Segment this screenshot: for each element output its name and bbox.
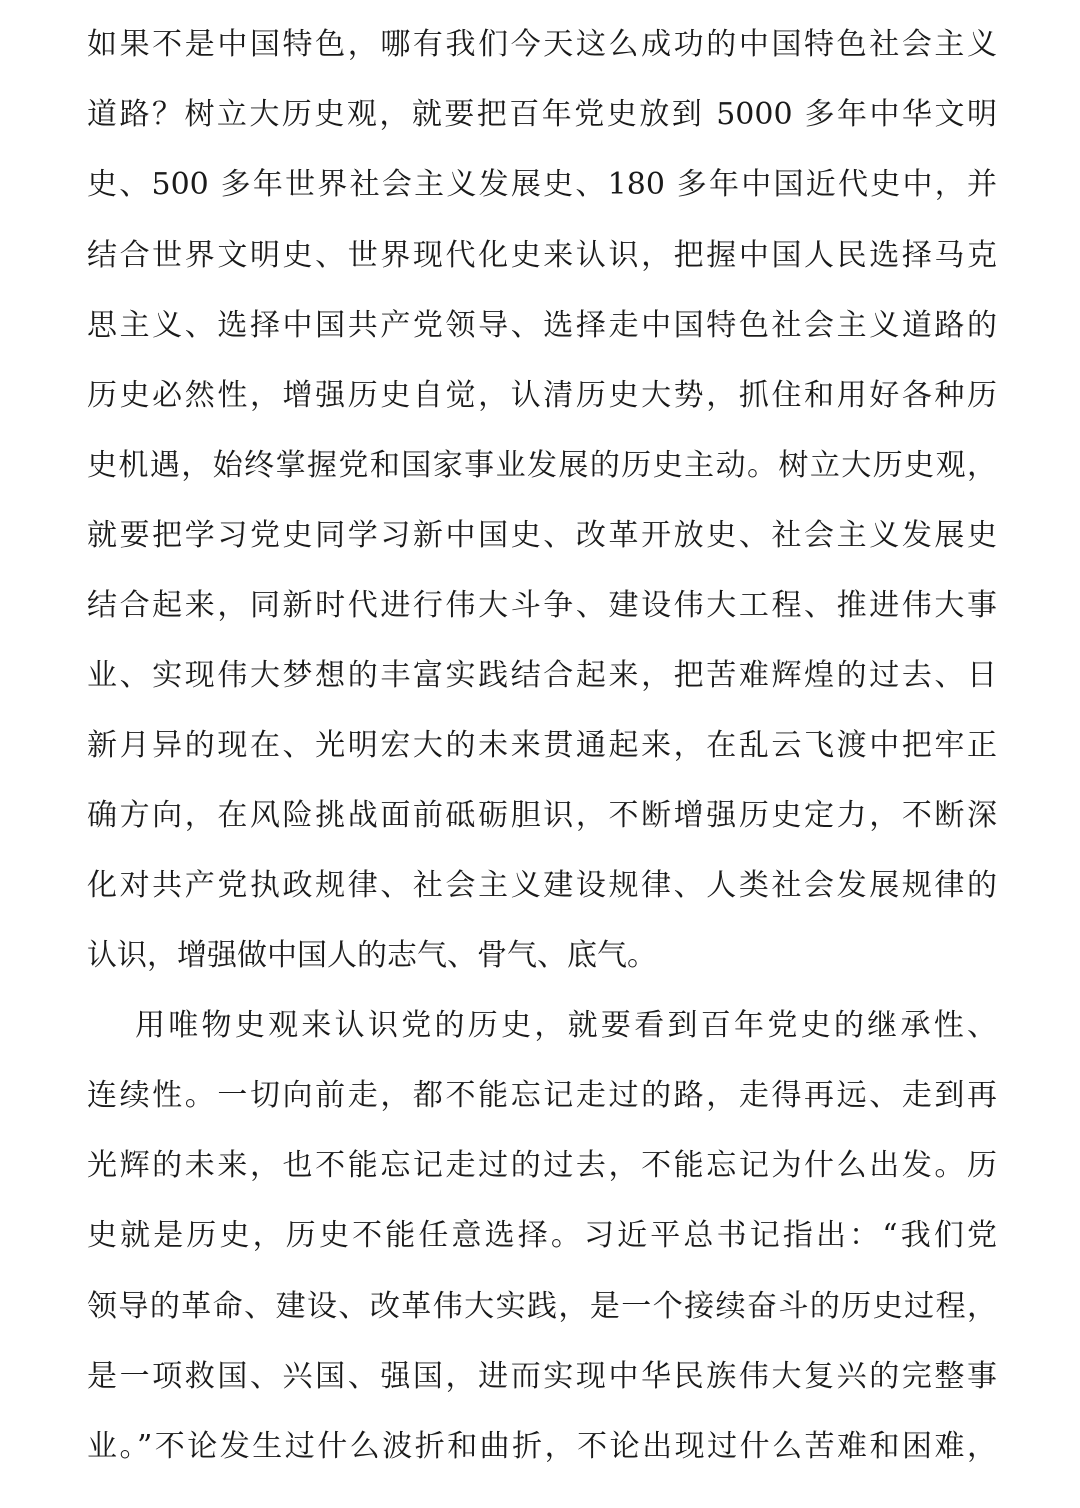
paragraph-2-line-3: 光辉的未来，也不能忘记走过的过去，不能忘记为什么出发。历 [87,1148,997,1183]
paragraph-1-line-1: 如果不是中国特色，哪有我们今天这么成功的中国特色社会主义 [87,27,997,62]
paragraph-1-line-9: 结合起来，同新时代进行伟大斗争、建设伟大工程、推进伟大事 [87,588,997,623]
paragraph-2-line-1: 用唯物史观来认识党的历史，就要看到百年党史的继承性、 [135,1008,997,1043]
paragraph-1-line-6: 历史必然性，增强历史自觉，认清历史大势，抓住和用好各种历 [87,378,997,413]
paragraph-1-line-13: 化对共产党执政规律、社会主义建设规律、人类社会发展规律的 [87,868,997,903]
paragraph-1-line-3: 史、500 多年世界社会主义发展史、180 多年中国近代史中，并 [87,167,997,202]
paragraph-1-line-14: 认识，增强做中国人的志气、骨气、底气。 [87,938,657,973]
paragraph-1-line-8: 就要把学习党史同学习新中国史、改革开放史、社会主义发展史 [87,518,997,553]
paragraph-2-line-2: 连续性。一切向前走，都不能忘记走过的路，走得再远、走到再 [87,1078,997,1113]
paragraph-1-line-2: 道路？树立大历史观，就要把百年党史放到 5000 多年中华文明 [87,97,997,132]
paragraph-2-line-4: 史就是历史，历史不能任意选择。习近平总书记指出：“我们党 [87,1218,997,1253]
paragraph-1-line-11: 新月异的现在、光明宏大的未来贯通起来，在乱云飞渡中把牢正 [87,728,997,763]
paragraph-1-line-12: 确方向，在风险挑战面前砥砺胆识，不断增强历史定力，不断深 [87,798,997,833]
paragraph-1-line-4: 结合世界文明史、世界现代化史来认识，把握中国人民选择马克 [87,238,997,273]
paragraph-1-line-10: 业、实现伟大梦想的丰富实践结合起来，把苦难辉煌的过去、日 [87,658,997,693]
paragraph-1-line-5: 思主义、选择中国共产党领导、选择走中国特色社会主义道路的 [87,308,997,343]
paragraph-2-line-6: 是一项救国、兴国、强国，进而实现中华民族伟大复兴的完整事 [87,1359,997,1394]
paragraph-2-line-5: 领导的革命、建设、改革伟大实践，是一个接续奋斗的历史过程， [87,1289,997,1324]
paragraph-2-line-7: 业。”不论发生过什么波折和曲折，不论出现过什么苦难和困难， [87,1429,997,1464]
paragraph-1-line-7: 史机遇，始终掌握党和国家事业发展的历史主动。树立大历史观， [87,448,997,483]
